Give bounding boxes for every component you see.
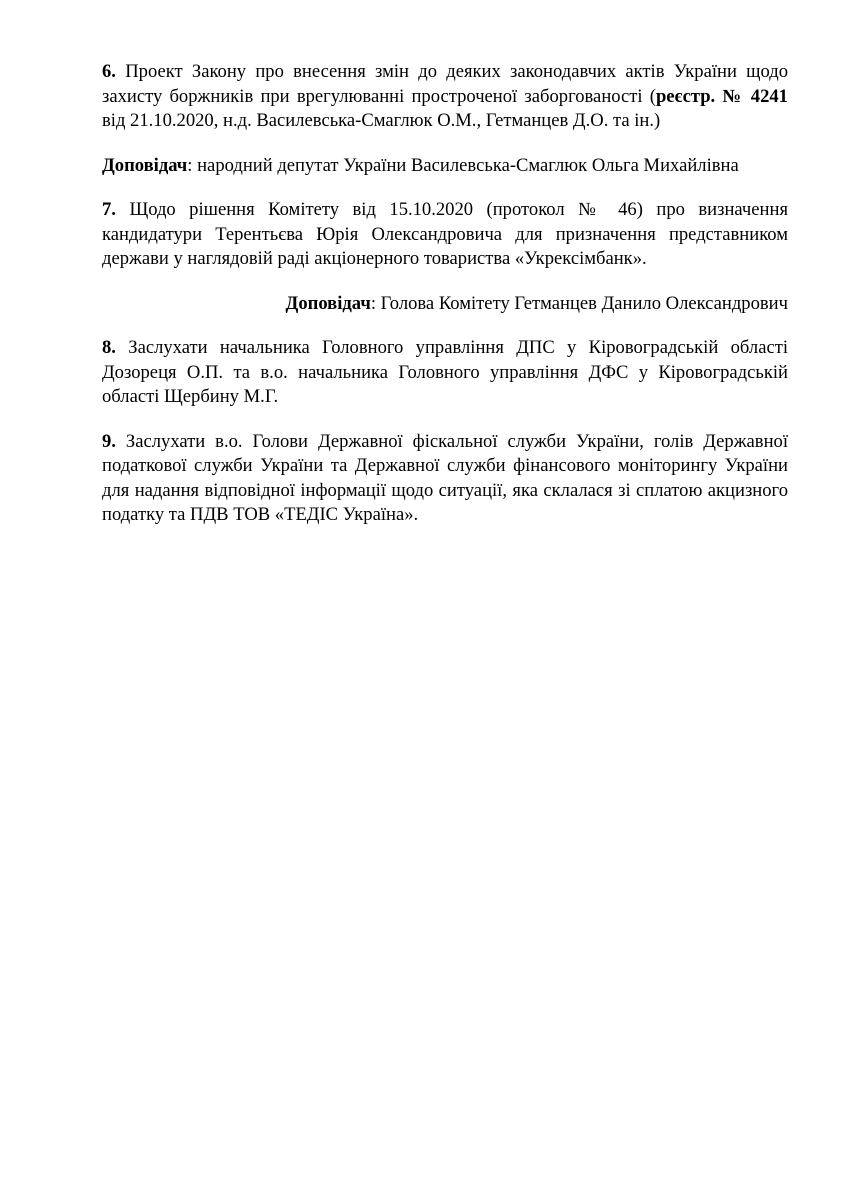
agenda-item-6 xyxy=(102,60,788,134)
item-number: 8. xyxy=(102,337,116,358)
registration-reference: реєстр. № 4241 xyxy=(655,85,788,107)
item-text: Щодо рішення Комітету від 15.10.2020 (протокол № 46) про визначення кандидатури Терентьєва Юрія Олександровича для призначення представником держави у наглядовій раді акціонерного товариства «Укрексімбанк». xyxy=(102,199,788,269)
reporter-label: Доповідач xyxy=(285,292,371,314)
item-text-continued: від 21.10.2020, н.д. Василевська-Смаглюк О.М., Гетманцев Д.О. та ін.) xyxy=(102,110,661,131)
reporter-text: : Голова Комітету Гетманцев Данило Олександрович xyxy=(370,292,788,314)
agenda-item-8 xyxy=(102,336,788,410)
item-number: 9. xyxy=(102,430,116,452)
document-page xyxy=(102,60,788,548)
reporter-line-6 xyxy=(102,154,788,179)
item-text: Проект Закону про внесення змін до деяких законодавчих актів України щодо захисту боржників при врегулюванні простроченої заборгованості ( xyxy=(102,61,788,107)
item-number: 7. xyxy=(102,199,116,220)
reporter-text: : народний депутат України Василевська-Смаглюк Ольга Михайлівна xyxy=(187,154,739,176)
item-text: Заслухати в.о. Голови Державної фіскальної служби України, голів Державної податкової служби України та Державної служби фінансового моніторингу України для надання відповідної інформації щодо ситуації, яка склалася зі сплатою акцизного податку та ПДВ ТОВ «ТЕДІС Україна». xyxy=(102,430,788,525)
reporter-label: Доповідач xyxy=(102,154,188,176)
item-text: Заслухати начальника Головного управління ДПС у Кіровоградській області Дозореця О.П. та в.о. начальника Головного управління ДФС у Кіровоградській області Щербину М.Г. xyxy=(102,337,788,407)
reporter-line-7 xyxy=(102,292,788,317)
agenda-item-9 xyxy=(102,430,788,528)
agenda-item-7 xyxy=(102,198,788,272)
item-number: 6. xyxy=(102,61,116,82)
